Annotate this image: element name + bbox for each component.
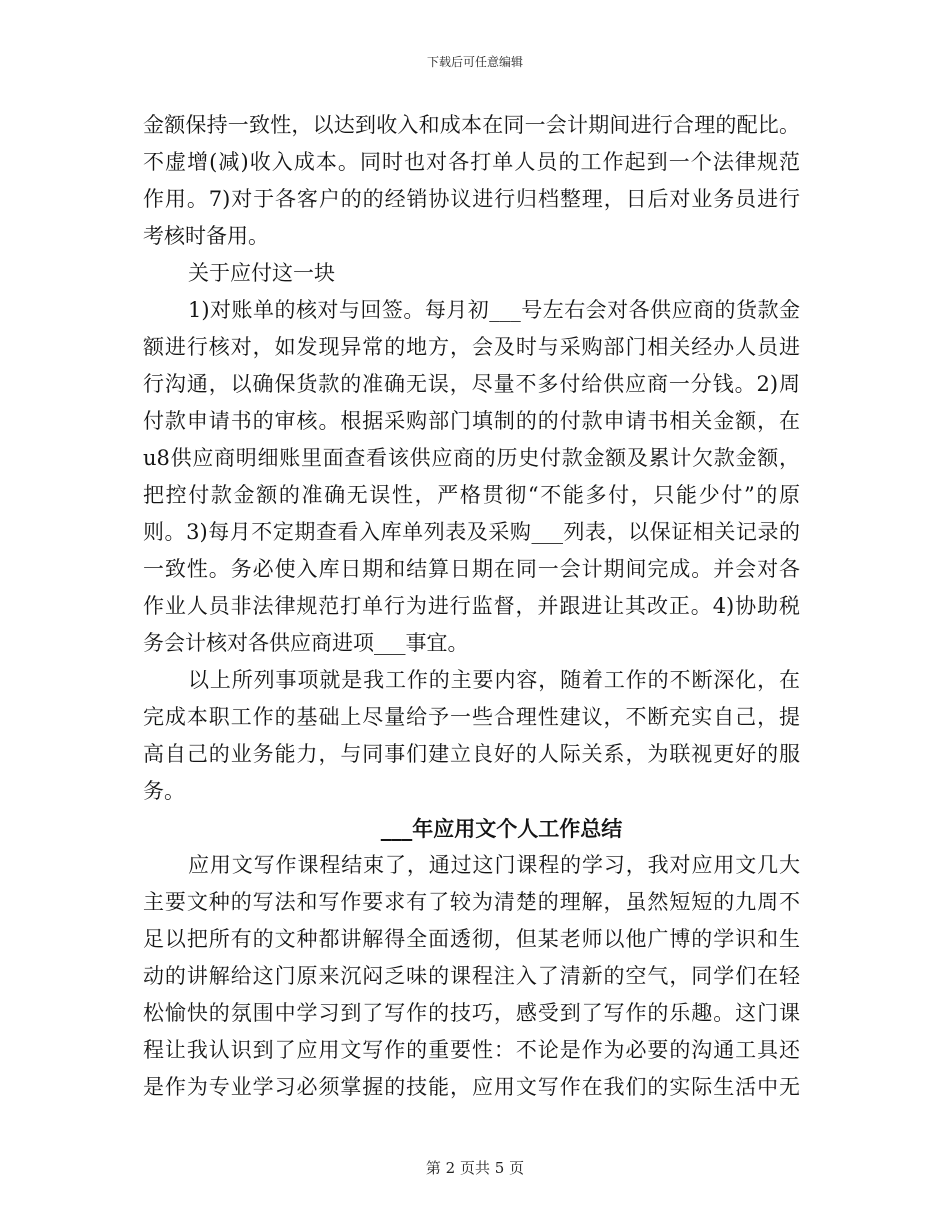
text-line: 不虚增(减)收入成本。同时也对各打单人员的工作起到一个法律规范 bbox=[143, 150, 800, 174]
page-number: 第 2 页共 5 页 bbox=[425, 1159, 525, 1177]
text-line: 金额保持一致性，以达到收入和成本在同一会计期间进行合理的配比。 bbox=[143, 113, 800, 137]
subheading: 关于应付这一块 bbox=[188, 261, 335, 285]
text-line: 行沟通，以确保货款的准确无误，尽量不多付给供应商一分钱。2)周 bbox=[143, 372, 800, 396]
text-line: 务。 bbox=[143, 779, 185, 803]
text-line: 作业人员非法律规范打单行为进行监督，并跟进让其改正。4)协助税 bbox=[143, 594, 800, 618]
text-line: 以上所列事项就是我工作的主要内容，随着工作的不断深化，在 bbox=[188, 668, 800, 692]
text-line: 一致性。务必使入库日期和结算日期在同一会计期间完成。并会对各 bbox=[143, 557, 800, 581]
text-line: 1)对账单的核对与回签。每月初___号左右会对各供应商的货款金 bbox=[188, 298, 800, 322]
text-line: 是作为专业学习必须掌握的技能，应用文写作在我们的实际生活中无 bbox=[143, 1075, 800, 1099]
text-line: 额进行核对，如发现异常的地方，会及时与采购部门相关经办人员进 bbox=[143, 335, 800, 359]
text-line: 高自己的业务能力，与同事们建立良好的人际关系，为联视更好的服 bbox=[143, 742, 800, 766]
text-line: 考核时备用。 bbox=[143, 224, 269, 248]
text-line: 付款申请书的审核。根据采购部门填制的的付款申请书相关金额，在 bbox=[143, 409, 800, 433]
text-line: 主要文种的写法和写作要求有了较为清楚的理解，虽然短短的九周不 bbox=[143, 890, 800, 914]
text-line: 程让我认识到了应用文写作的重要性：不论是作为必要的沟通工具还 bbox=[143, 1038, 800, 1062]
text-line: u8供应商明细账里面查看该供应商的历史付款金额及累计欠款金额， bbox=[143, 446, 800, 470]
section-title: ___年应用文个人工作总结 bbox=[380, 816, 623, 841]
text-line: 完成本职工作的基础上尽量给予一些合理性建议，不断充实自己，提 bbox=[143, 705, 800, 729]
document-body bbox=[143, 107, 800, 1106]
text-line: 足以把所有的文种都讲解得全面透彻，但某老师以他广博的学识和生 bbox=[143, 927, 800, 951]
text-line: 作用。7)对于各客户的的经销协议进行归档整理，日后对业务员进行 bbox=[143, 187, 800, 211]
text-line: 务会计核对各供应商进项___事宜。 bbox=[143, 631, 469, 655]
text-line: 则。3)每月不定期查看入库单列表及采购___列表，以保证相关记录的 bbox=[143, 520, 800, 544]
text-line: 动的讲解给这门原来沉闷乏味的课程注入了清新的空气，同学们在轻 bbox=[143, 964, 800, 988]
text-line: 应用文写作课程结束了，通过这门课程的学习，我对应用文几大 bbox=[188, 853, 800, 877]
page-header-note: 下载后可任意编辑 bbox=[426, 55, 523, 69]
text-line: 松愉快的氛围中学习到了写作的技巧，感受到了写作的乐趣。这门课 bbox=[143, 1001, 800, 1025]
text-line: 把控付款金额的准确无误性，严格贯彻“不能多付，只能少付”的原 bbox=[143, 483, 800, 507]
